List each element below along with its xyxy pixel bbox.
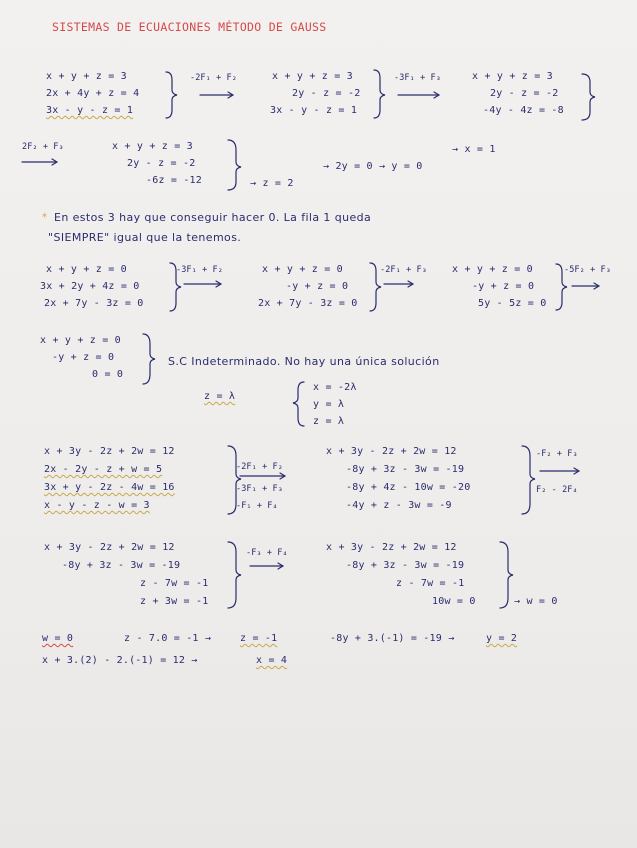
final-x: x = 4 <box>256 655 288 666</box>
equation: x + y + z = 3 <box>112 141 193 152</box>
solution-line: x = -2λ <box>313 382 357 393</box>
result-w: → w = 0 <box>514 596 558 607</box>
equation: -8y + 4z - 10w = -20 <box>346 482 471 493</box>
equation: 3x + y - 2z - 4w = 16 <box>44 482 175 493</box>
equation: x + y + z = 3 <box>272 71 353 82</box>
equation: z - 7w = -1 <box>140 578 209 589</box>
equation: 2x - 2y - z + w = 5 <box>44 464 163 475</box>
equation: 2y - z = -2 <box>127 158 196 169</box>
final-y-step: -8y + 3.(-1) = -19 → <box>330 633 455 644</box>
row-operation: -3F₁ + F₂ <box>176 265 223 275</box>
final-z-step: z - 7.0 = -1 → <box>124 633 212 644</box>
solution-line: y = λ <box>313 399 345 410</box>
equation: 5y - 5z = 0 <box>478 298 547 309</box>
equation: -y + z = 0 <box>286 281 349 292</box>
equation: -4y - 4z = -8 <box>483 105 564 116</box>
equation: 2x + 7y - 3z = 0 <box>258 298 358 309</box>
row-operation: -2F₁ + F₂ <box>236 462 283 472</box>
equation: 2y - z = -2 <box>490 88 559 99</box>
row-operation: -2F₁ + F₃ <box>380 265 427 275</box>
result-x: → x = 1 <box>452 144 496 155</box>
final-y: y = 2 <box>486 633 518 644</box>
equation: 2x + 4y + z = 4 <box>46 88 140 99</box>
equation: 3x - y - z = 1 <box>270 105 358 116</box>
final-w: w = 0 <box>42 633 74 644</box>
row-operation: -F₃ + F₄ <box>246 548 288 558</box>
equation: z - 7w = -1 <box>396 578 465 589</box>
equation: x + 3y - 2z + 2w = 12 <box>326 542 457 553</box>
equation: 3x - y - z = 1 <box>46 105 134 116</box>
equation: -8y + 3z - 3w = -19 <box>62 560 181 571</box>
row-operation: -2F₁ + F₂ <box>190 73 237 83</box>
note-line: "SIEMPRE" igual que la tenemos. <box>48 231 242 244</box>
equation: x - y - z - w = 3 <box>44 500 150 511</box>
bullet-star: * <box>42 212 47 223</box>
page-title: SISTEMAS DE ECUACIONES MÉTODO DE GAUSS <box>52 20 327 34</box>
row-operation: -3F₁ + F₃ <box>394 73 441 83</box>
equation: x + y + z = 0 <box>46 264 127 275</box>
note-line: En estos 3 hay que conseguir hacer 0. La fila 1 queda <box>54 211 372 224</box>
conclusion-text: S.C Indeterminado. No hay una única solución <box>168 355 440 368</box>
equation: -y + z = 0 <box>472 281 535 292</box>
equation: x + 3y - 2z + 2w = 12 <box>326 446 457 457</box>
equation: 2y - z = -2 <box>292 88 361 99</box>
equation: x + y + z = 0 <box>262 264 343 275</box>
equation: x + y + z = 0 <box>40 335 121 346</box>
row-operation: 2F₂ + F₃ <box>22 142 64 152</box>
equation: x + y + z = 0 <box>452 264 533 275</box>
equation: -6z = -12 <box>146 175 202 186</box>
parameter: z = λ <box>204 391 236 402</box>
equation: 0 = 0 <box>92 369 124 380</box>
row-operation: -F₂ + F₃ <box>536 449 578 459</box>
result-y: → 2y = 0 → y = 0 <box>323 161 423 172</box>
equation: 2x + 7y - 3z = 0 <box>44 298 144 309</box>
equation: -8y + 3z - 3w = -19 <box>346 560 465 571</box>
equation: 3x + 2y + 4z = 0 <box>40 281 140 292</box>
equation: -8y + 3z - 3w = -19 <box>346 464 465 475</box>
solution-line: z = λ <box>313 416 345 427</box>
final-z: z = -1 <box>240 633 278 644</box>
row-operation: -5F₂ + F₃ <box>564 265 611 275</box>
equation: 10w = 0 <box>432 596 476 607</box>
row-operation: -F₁ + F₄ <box>236 501 278 511</box>
equation: x + y + z = 3 <box>46 71 127 82</box>
equation: z + 3w = -1 <box>140 596 209 607</box>
equation: -y + z = 0 <box>52 352 115 363</box>
row-operation: -3F₁ + F₃ <box>236 484 283 494</box>
equation: x + 3y - 2z + 2w = 12 <box>44 446 175 457</box>
result-z: → z = 2 <box>250 178 294 189</box>
equation: x + y + z = 3 <box>472 71 553 82</box>
equation: -4y + z - 3w = -9 <box>346 500 452 511</box>
final-x-step: x + 3.(2) - 2.(-1) = 12 → <box>42 655 198 666</box>
row-operation: F₂ - 2F₄ <box>536 485 578 495</box>
equation: x + 3y - 2z + 2w = 12 <box>44 542 175 553</box>
